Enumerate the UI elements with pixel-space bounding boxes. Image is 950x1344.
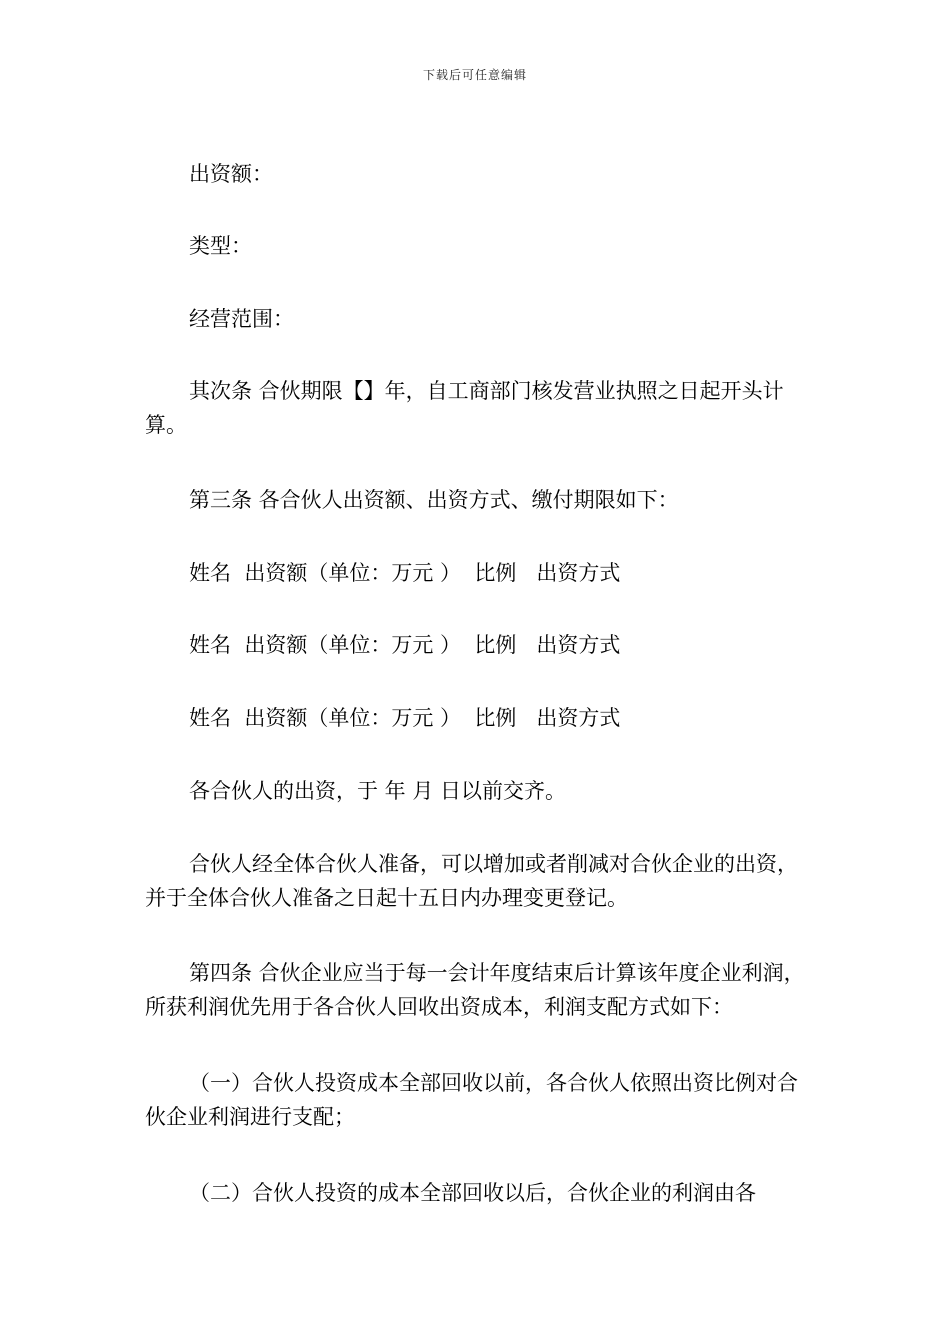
download-note: 下载后可任意编辑 xyxy=(422,68,527,82)
paragraph-article-2: 其次条 合伙期限【】年，自工商部门核发营业执照之日起开头计算。 xyxy=(145,379,784,437)
paragraph-article-3: 第三条 各合伙人出资额、出资方式、缴付期限如下： xyxy=(189,488,679,512)
paragraph-type: 类型： xyxy=(189,234,252,258)
paragraph-item-1: （一）合伙人投资成本全部回收以前，各合伙人依照出资比例对合伙企业利润进行支配； xyxy=(145,1071,798,1129)
paragraph-capital-change: 合伙人经全体合伙人准备，可以增加或者削减对合伙企业的出资，并于全体合伙人准备之日起十五日内办理变更登记。 xyxy=(145,852,798,910)
paragraph-capital-amount: 出资额： xyxy=(189,162,273,186)
paragraph-article-4: 第四条 合伙企业应当于每一会计年度结束后计算该年度企业利润，所获利润优先用于各合伙人回收出资成本，利润支配方式如下： xyxy=(145,961,805,1019)
paragraph-payment-deadline: 各合伙人的出资，于 年 月 日以前交齐。 xyxy=(189,779,567,803)
paragraph-partner-row-3: 姓名 出资额（单位：万元 ） 比例 出资方式 xyxy=(189,706,621,730)
paragraph-item-2: （二）合伙人投资的成本全部回收以后，合伙企业的利润由各 xyxy=(189,1181,756,1205)
paragraph-partner-row-2: 姓名 出资额（单位：万元 ） 比例 出资方式 xyxy=(189,633,621,657)
paragraph-partner-row-1: 姓名 出资额（单位：万元 ） 比例 出资方式 xyxy=(189,561,621,585)
paragraph-business-scope: 经营范围： xyxy=(189,307,294,331)
